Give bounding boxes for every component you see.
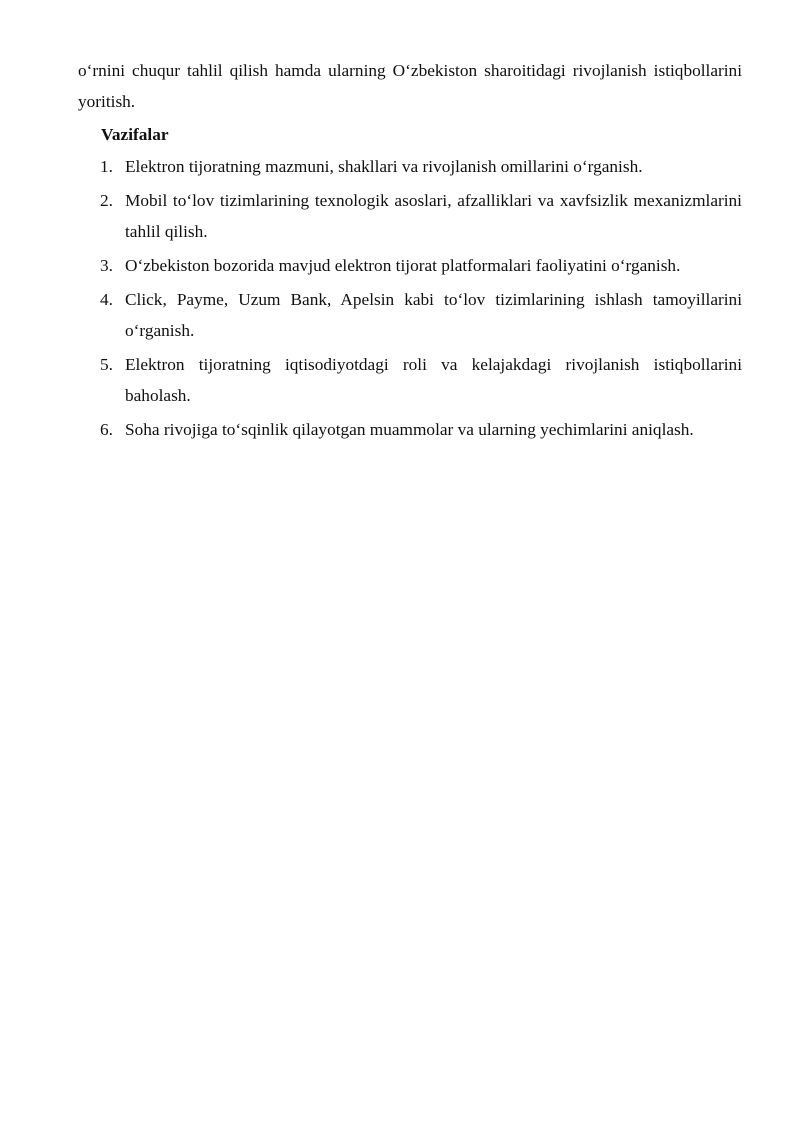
task-text: Click, Payme, Uzum Bank, Apelsin kabi to‘lov tizimlarining ishlash tamoyillarini o‘rganish. [125,290,742,340]
task-item-4 [78,284,742,346]
task-text: Elektron tijoratning mazmuni, shakllari va rivojlanish omillarini o‘rganish. [125,157,643,176]
task-item-6 [78,414,742,445]
page-content [78,55,742,448]
task-text: Elektron tijoratning iqtisodiyotdagi roli va kelajakdagi rivojlanish istiqbollarini baholash. [125,355,742,405]
tasks-heading: Vazifalar [101,125,169,144]
tasks-list [78,151,742,445]
intro-paragraph: o‘rnini chuqur tahlil qilish hamda ularning O‘zbekiston sharoitidagi rivojlanish istiqbollarini yoritish. [78,61,742,111]
task-item-3 [78,250,742,281]
task-item-1 [78,151,742,182]
task-item-2 [78,185,742,247]
task-text: O‘zbekiston bozorida mavjud elektron tijorat platformalari faoliyatini o‘rganish. [125,256,681,275]
task-item-5 [78,349,742,411]
task-number: 4. [100,290,113,309]
task-number: 2. [100,191,113,210]
task-text: Mobil to‘lov tizimlarining texnologik asoslari, afzalliklari va xavfsizlik mexanizmlarini tahlil qilish. [125,191,742,241]
task-number: 5. [100,355,113,374]
task-number: 3. [100,256,113,275]
task-text: Soha rivojiga to‘sqinlik qilayotgan muammolar va ularning yechimlarini aniqlash. [125,420,694,439]
task-number: 1. [100,157,113,176]
task-number: 6. [100,420,113,439]
